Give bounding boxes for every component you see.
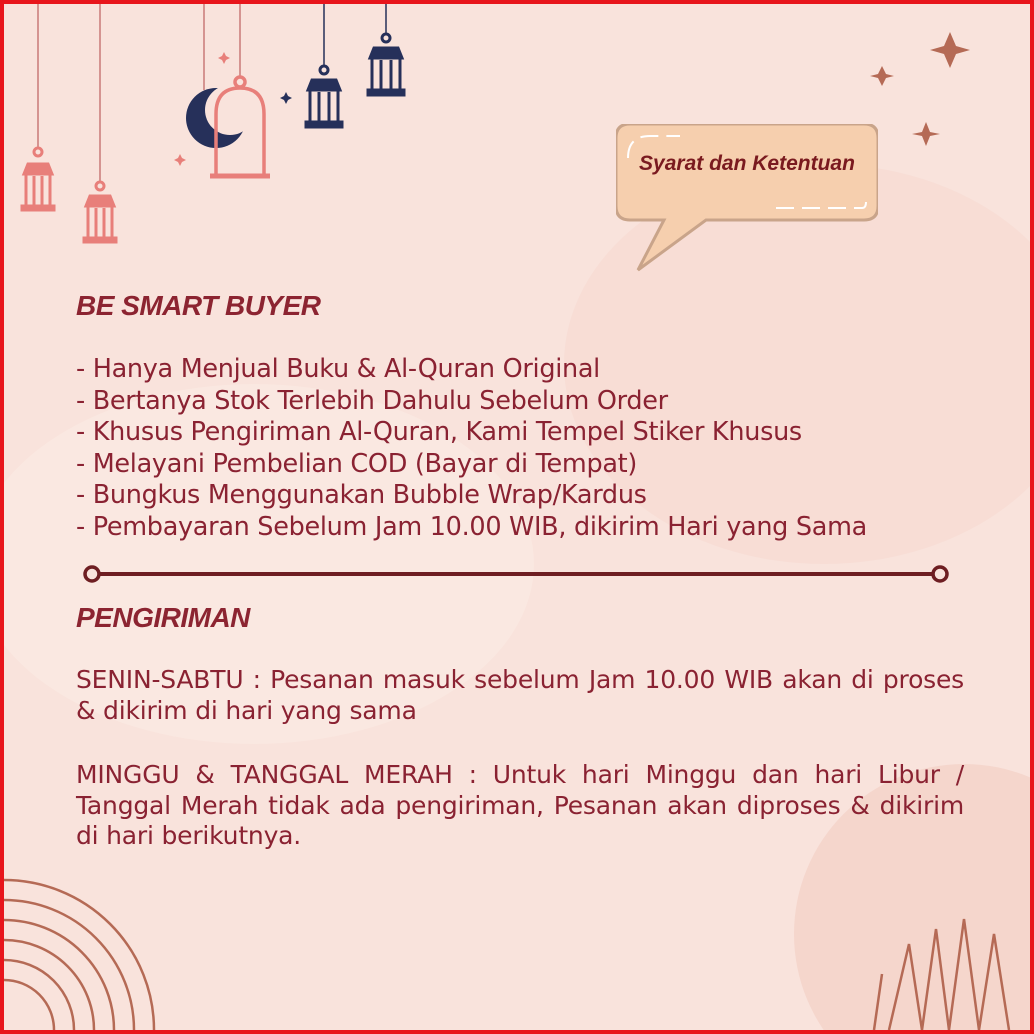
section-heading-smart-buyer: BE SMART BUYER: [76, 290, 321, 321]
lantern-icon: [84, 182, 116, 242]
divider-line: [82, 562, 952, 586]
list-item: - Bungkus Menggunakan Bubble Wrap/Kardus: [76, 480, 647, 510]
list-item: - Pembayaran Sebelum Jam 10.00 WIB, dikirim Hari yang Sama: [76, 511, 867, 542]
list-item: - Bertanya Stok Terlebih Dahulu Sebelum Order: [76, 385, 668, 416]
sparkle-icon: [870, 32, 970, 146]
list-item: - Melayani Pembelian COD (Bayar di Tempat): [76, 448, 638, 479]
concentric-arcs: [4, 880, 154, 1030]
bubble-title: Syarat dan Ketentuan: [639, 152, 855, 175]
lantern-icon: [22, 148, 54, 210]
section-heading-pengiriman: PENGIRIMAN: [76, 602, 250, 633]
list-item: - Khusus Pengiriman Al-Quran, Kami Tempel Stiker Khusus: [76, 417, 802, 447]
shipping-weekday-text: SENIN-SABTU : Pesanan masuk sebelum Jam 10.00 WIB akan di proses & dikirim di hari yang sama: [76, 665, 964, 725]
speech-bubble: [616, 124, 878, 274]
rules-list: [76, 354, 867, 543]
shipping-holiday-text: MINGGU & TANGGAL MERAH : Untuk hari Minggu dan hari Libur / Tanggal Merah tidak ada pengiriman, Pesanan akan diproses & dikirim di hari berikutnya.: [76, 760, 964, 850]
list-item: - Hanya Menjual Buku & Al-Quran Original: [76, 354, 600, 384]
lantern-icon: [306, 66, 342, 127]
lantern-icon: [368, 34, 404, 95]
